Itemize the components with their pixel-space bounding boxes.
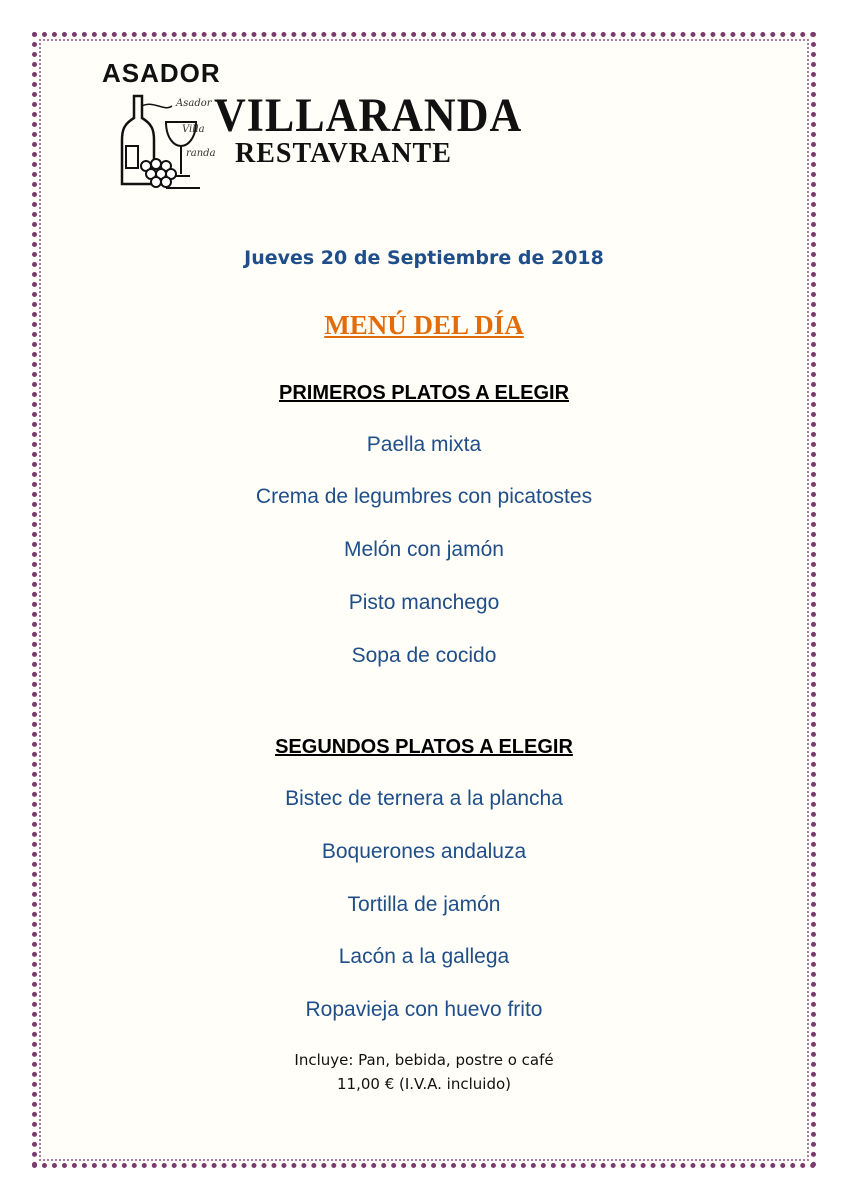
primeros-dish-2: Crema de legumbres con picatostes (255, 485, 593, 508)
logo-script-randa: randa (186, 148, 216, 159)
logo-script-villa: Villa (182, 124, 205, 135)
primeros-dish-1: Paella mixta (366, 433, 482, 456)
primeros-heading: PRIMEROS PLATOS A ELEGIR (278, 382, 570, 404)
primeros-dish-3: Melón con jamón (344, 538, 504, 561)
primeros-dish-4: Pisto manchego (348, 591, 500, 614)
logo-script-asador: Asador (176, 98, 212, 109)
restaurant-logo (100, 58, 523, 198)
logo-asador-text: ASADOR (102, 58, 221, 88)
price: 11,00 € (I.V.A. incluido) (336, 1075, 511, 1093)
primeros-dish-5: Sopa de cocido (351, 644, 497, 667)
segundos-dish-1: Bistec de ternera a la plancha (285, 787, 563, 810)
segundos-dish-2: Boquerones andaluza (321, 840, 527, 863)
segundos-dish-5: Ropavieja con huevo frito (305, 998, 543, 1021)
segundos-heading: SEGUNDOS PLATOS A ELEGIR (275, 736, 573, 758)
menu-title: MENÚ DEL DÍA (324, 310, 524, 340)
includes-note: Incluye: Pan, bebida, postre o café (294, 1051, 554, 1069)
segundos-dish-4: Lacón a la gallega (338, 945, 510, 968)
menu-date: Jueves 20 de Septiembre de 2018 (244, 247, 604, 269)
logo-restaurante-text: RESTAVRANTE (235, 138, 452, 169)
logo-villaranda-text: VILLARANDA (214, 89, 523, 142)
segundos-dish-3: Tortilla de jamón (347, 893, 501, 916)
